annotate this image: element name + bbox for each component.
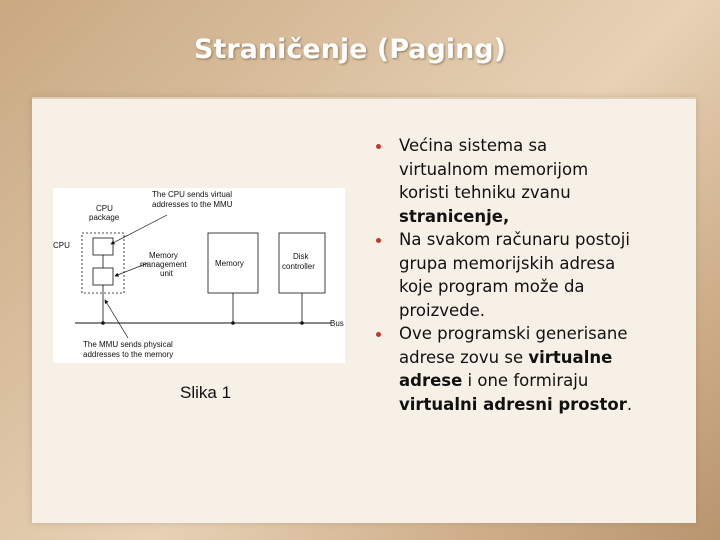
cpu-box [93,238,113,255]
bus-junction [101,321,105,325]
bus-label: Bus [330,319,344,328]
bullet-bold-term: virtualni adresni prostor [399,394,627,414]
bullet-dot-icon [376,332,381,337]
cpu-sends-arrow [111,215,167,244]
bullet-text: i one formiraju [462,371,589,390]
mmu-label: Memory management unit [140,251,187,278]
slide-title: Straničenje (Paging) [194,34,506,65]
bullet-list [370,134,635,416]
bullet-dot-icon [376,238,381,243]
memory-label: Memory [215,259,244,268]
bullet-item [370,134,635,228]
disk-controller-label: Disk controller [282,252,315,271]
bus-junction [300,321,304,325]
bullet-bold-term: virtualne adrese [399,347,613,390]
figure-caption: Slika 1 [180,383,232,402]
bullet-text: . [626,394,633,414]
bullet-item [370,322,635,416]
bullet-text: Većina sistema sa virtualnom memorijom koristi tehniku zvanu [399,136,589,202]
mmu-box [93,268,113,285]
mmu-diagram-svg [53,188,345,363]
paging-diagram [53,188,345,363]
mmu-sends-label: The MMU sends physical addresses to the memory [83,340,174,359]
bullet-text: Na svakom računaru postoji grupa memorijskih adresa koje program može da proizvede. [399,230,630,320]
bullet-item [370,228,635,322]
bullet-dot-icon [376,144,381,149]
mmu-sends-arrow [105,300,128,338]
bullet-text: Ove programski generisane adrese zovu se [399,324,628,367]
cpu-label: CPU [53,241,70,250]
cpu-sends-label: The CPU sends virtual addresses to the MMU [152,190,233,209]
cpu-package-label: CPU package [89,204,120,222]
bullet-bold-term: stranicenje, [399,206,510,226]
bus-junction [231,321,235,325]
